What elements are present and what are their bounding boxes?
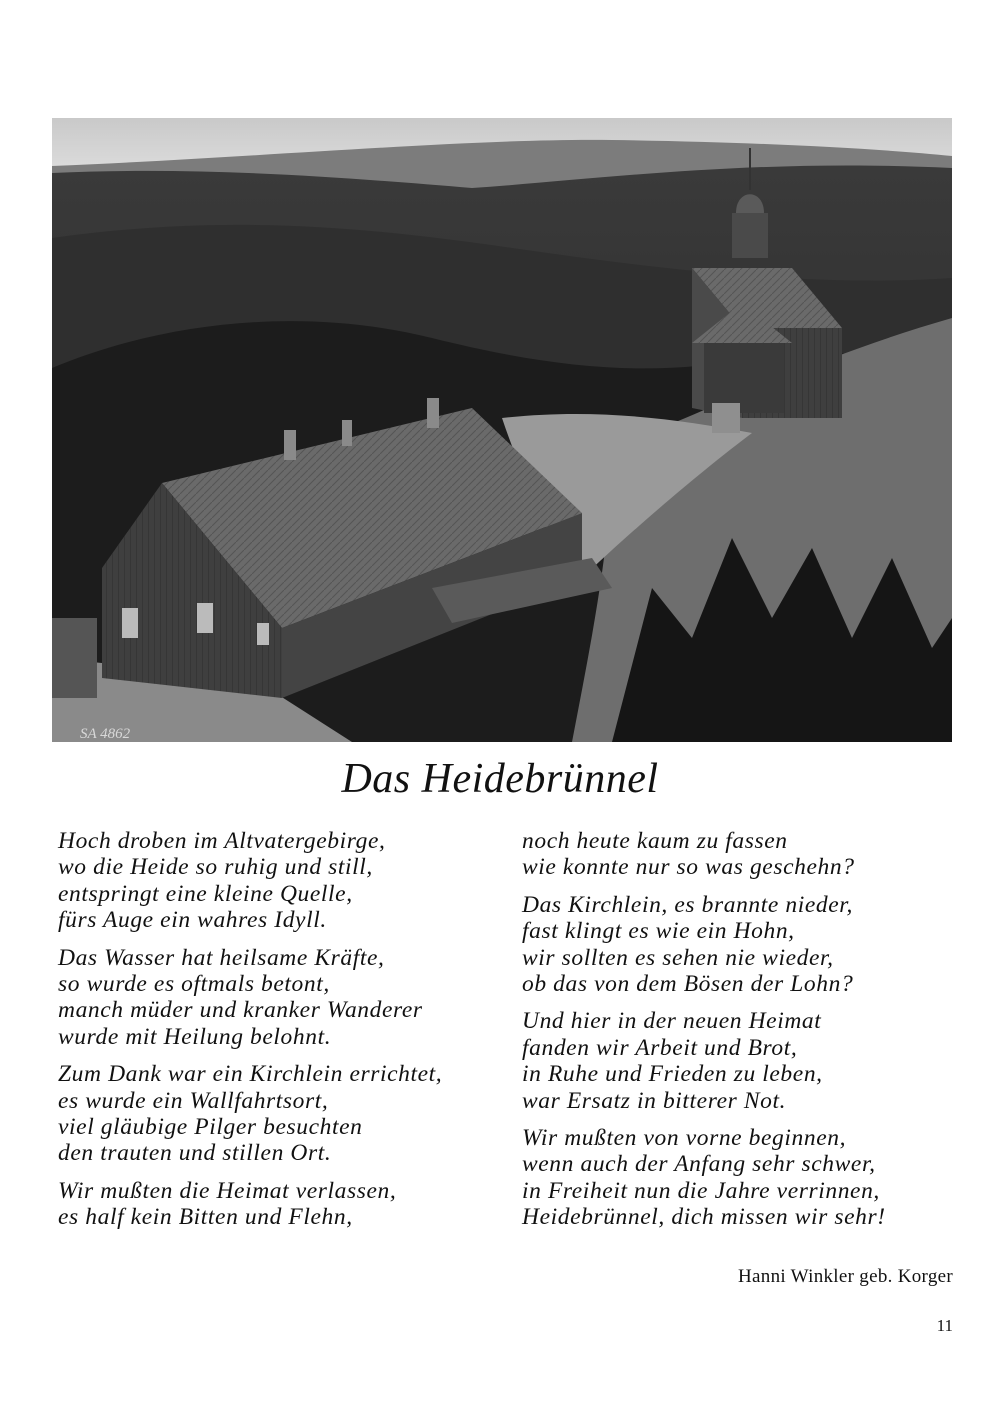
poem-line: in Ruhe und Frieden zu leben,: [522, 1061, 823, 1088]
poem-line: es wurde ein Wallfahrtsort,: [58, 1087, 329, 1114]
poem-line: fürs Auge ein wahres Idyll.: [58, 907, 327, 934]
stanza: [522, 1125, 952, 1231]
poem-line: wir sollten es sehen nie wieder,: [522, 944, 834, 971]
poem-line: wie konnte nur so was geschehn?: [522, 854, 855, 881]
poem-line: Wir mußten von vorne beginnen,: [522, 1125, 847, 1152]
poem-line: so wurde es oftmals betont,: [58, 971, 330, 998]
poem-right-column: [522, 828, 952, 1242]
poem-line: wo die Heide so ruhig und still,: [58, 854, 373, 881]
poem-line: Das Kirchlein, es brannte nieder,: [522, 891, 853, 918]
poem-line: war Ersatz in bitterer Not.: [522, 1087, 787, 1114]
poem-line: den trauten und stillen Ort.: [58, 1140, 332, 1167]
poem-line: Zum Dank war ein Kirchlein errichtet,: [58, 1061, 443, 1088]
poem-line: ob das von dem Bösen der Lohn?: [522, 971, 854, 998]
stanza: [58, 1061, 488, 1167]
stanza: [58, 945, 488, 1051]
poem-line: Wir mußten die Heimat verlassen,: [58, 1177, 397, 1204]
stanza: [58, 828, 488, 934]
poem-line: Das Wasser hat heilsame Kräfte,: [58, 944, 385, 971]
poem-line: fast klingt es wie ein Hohn,: [522, 918, 795, 945]
stanza: [58, 1178, 488, 1231]
poem-author: Hanni Winkler geb. Korger: [738, 1266, 953, 1287]
stanza: [522, 1008, 952, 1114]
poem-line: Und hier in der neuen Heimat: [522, 1008, 822, 1035]
poem-line: wurde mit Heilung belohnt.: [58, 1023, 332, 1050]
poem-line: wenn auch der Anfang sehr schwer,: [522, 1151, 876, 1178]
stanza: [522, 892, 952, 998]
poem-line: viel gläubige Pilger besuchten: [58, 1114, 363, 1141]
poem-line: entspringt eine kleine Quelle,: [58, 880, 353, 907]
photo-stamp: SA 4862: [80, 726, 131, 742]
poem-line: Heidebrünnel, dich missen wir sehr!: [522, 1204, 886, 1231]
poem-title: Das Heidebrünnel: [341, 756, 659, 802]
poem-line: in Freiheit nun die Jahre verrinnen,: [522, 1177, 880, 1204]
poem-line: Hoch droben im Altvatergebirge,: [58, 828, 386, 854]
poem-line: fanden wir Arbeit und Brot,: [522, 1034, 798, 1061]
page-number: 11: [936, 1316, 953, 1335]
stanza: [522, 828, 952, 881]
poem-line: es half kein Bitten und Flehn,: [58, 1204, 353, 1231]
poem-line: noch heute kaum zu fassen: [522, 828, 788, 854]
photo-drawing: [52, 118, 952, 742]
poem-left-column: [58, 828, 488, 1242]
poem-line: manch müder und kranker Wanderer: [58, 997, 423, 1024]
photo-heidebruennel: [52, 118, 952, 742]
